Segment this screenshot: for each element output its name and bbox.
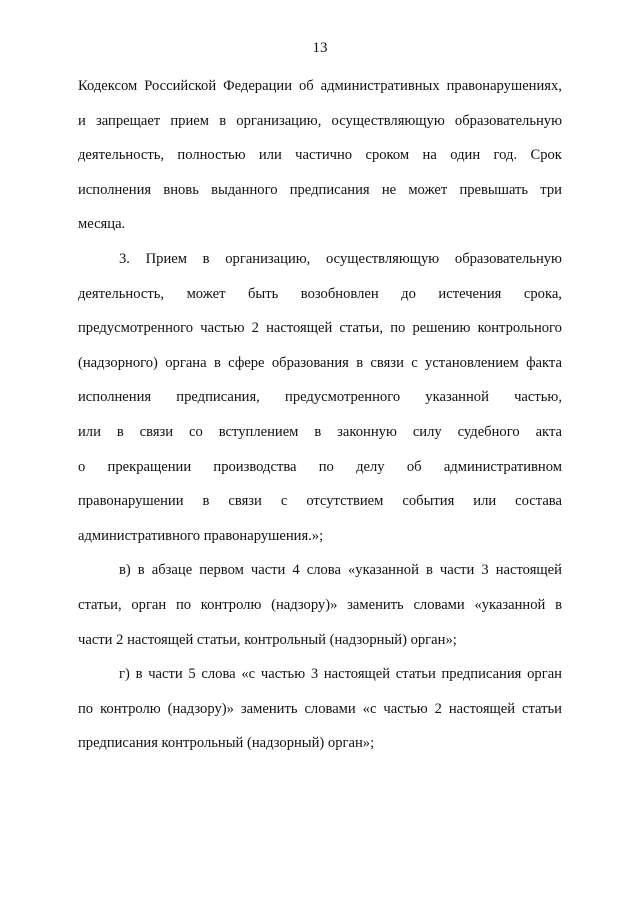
- word: предписания: [289, 181, 370, 198]
- word: организацию,: [236, 112, 322, 129]
- word: образовательную: [454, 112, 562, 129]
- word: может: [186, 285, 226, 302]
- word: орган: [527, 666, 562, 683]
- word: по: [318, 458, 334, 475]
- word: 3: [310, 666, 319, 683]
- word: в: [137, 562, 145, 579]
- text-line: [78, 112, 562, 147]
- word: исполнения: [78, 181, 152, 198]
- word: административном: [443, 458, 562, 475]
- word: деятельность,: [78, 285, 165, 302]
- word: контролю: [100, 700, 161, 717]
- word: срока,: [523, 285, 562, 302]
- word: акта: [535, 423, 562, 440]
- word: статьи,: [78, 596, 122, 613]
- word: в: [202, 493, 210, 510]
- word: части: [250, 562, 286, 579]
- word: может: [408, 181, 448, 198]
- word: указанной: [425, 389, 489, 406]
- word: заменить: [240, 700, 298, 717]
- word: отсутствием: [306, 493, 384, 510]
- word: предусмотренного: [78, 320, 194, 337]
- word: в: [202, 250, 210, 267]
- word: и: [78, 112, 86, 129]
- word: контролю: [200, 596, 262, 613]
- text-line: административного правонарушения.»;: [78, 527, 324, 544]
- word: предписания: [441, 666, 522, 683]
- word: г): [119, 666, 130, 683]
- word: образования: [271, 354, 349, 371]
- word: в): [119, 562, 131, 579]
- word: орган: [131, 596, 167, 613]
- word: осуществляющую: [326, 250, 440, 267]
- word: истечения: [438, 285, 502, 302]
- word: слова: [306, 562, 341, 579]
- word: деятельность,: [78, 147, 165, 164]
- text-line: [78, 146, 562, 181]
- word: словами: [304, 700, 356, 717]
- word: связи: [370, 354, 404, 371]
- word: настоящей: [266, 320, 333, 337]
- word: делу: [356, 458, 385, 475]
- document-body: [78, 77, 562, 769]
- word: осуществляющую: [331, 112, 445, 129]
- word: в: [219, 112, 227, 129]
- word: настоящей: [495, 562, 562, 579]
- word: об: [406, 458, 422, 475]
- word: или: [473, 493, 497, 510]
- text-line: [78, 250, 562, 285]
- word: прекращении: [107, 458, 192, 475]
- word: об: [298, 78, 314, 94]
- word: вступлением: [218, 423, 299, 440]
- word: три: [540, 181, 562, 198]
- word: установлением: [425, 354, 519, 371]
- word: первом: [199, 562, 244, 579]
- word: законную: [337, 423, 397, 440]
- word: предусмотренного: [285, 389, 401, 406]
- text-line: [78, 458, 562, 493]
- word: Срок: [530, 147, 562, 164]
- word: в: [555, 596, 562, 613]
- word: исполнения: [78, 389, 152, 406]
- word: вновь: [163, 181, 199, 198]
- word: сроком: [365, 147, 410, 164]
- text-line: части 2 настоящей статьи, контрольный (надзорный) орган»;: [78, 631, 457, 648]
- word: статьи: [395, 666, 436, 683]
- word: или: [258, 147, 282, 164]
- word: на: [422, 147, 437, 164]
- text-line: [78, 596, 562, 631]
- word: о: [78, 458, 86, 475]
- word: решению: [412, 320, 471, 337]
- word: правонарушениях,: [446, 78, 562, 94]
- word: по: [175, 596, 192, 613]
- text-line: [78, 665, 562, 700]
- word: частично: [295, 147, 353, 164]
- word: в: [314, 423, 322, 440]
- word: не: [381, 181, 397, 198]
- word: в: [425, 562, 433, 579]
- word: в: [356, 354, 364, 371]
- word: словами: [413, 596, 465, 613]
- word: 3.: [119, 250, 130, 267]
- word: события: [402, 493, 455, 510]
- word: «указанной: [347, 562, 419, 579]
- word: статьи,: [339, 320, 384, 337]
- word: в: [116, 423, 124, 440]
- text-line: [78, 181, 562, 216]
- word: 4: [292, 562, 300, 579]
- word: предписания,: [176, 389, 260, 406]
- word: быть: [248, 285, 279, 302]
- word: частью: [260, 666, 306, 683]
- word: (надзору)»: [167, 700, 234, 717]
- word: полностью: [177, 147, 246, 164]
- word: связи: [228, 493, 262, 510]
- text-line: [78, 285, 562, 320]
- word: состава: [515, 493, 562, 510]
- word: «с: [362, 700, 377, 717]
- word: «с: [241, 666, 256, 683]
- word: выданного: [211, 181, 278, 198]
- word: до: [401, 285, 416, 302]
- word: организацию,: [225, 250, 311, 267]
- word: превышать: [459, 181, 529, 198]
- word: запрещает: [95, 112, 161, 129]
- word: сфере: [228, 354, 265, 371]
- word: судебного: [457, 423, 520, 440]
- word: год.: [493, 147, 518, 164]
- page-number: 13: [312, 40, 328, 56]
- word: (надзору)»: [271, 596, 338, 613]
- text-line: [78, 423, 562, 458]
- text-line: [78, 388, 562, 423]
- word: настоящей: [448, 700, 516, 717]
- word: Прием: [145, 250, 187, 267]
- word: Федерации: [223, 78, 292, 94]
- text-line: месяца.: [78, 216, 126, 233]
- word: один: [450, 147, 481, 164]
- word: 2: [434, 700, 442, 717]
- word: настоящей: [323, 666, 391, 683]
- text-line: [78, 700, 562, 735]
- word: части: [148, 666, 183, 683]
- word: 2: [251, 320, 259, 337]
- word: 3: [481, 562, 489, 579]
- text-line: [78, 492, 562, 527]
- word: со: [189, 423, 203, 440]
- word: статьи: [522, 700, 562, 717]
- word: с: [411, 354, 418, 371]
- word: прием: [170, 112, 210, 129]
- word: 5: [188, 666, 196, 683]
- text-line: [78, 319, 562, 354]
- word: правонарушении: [78, 493, 184, 510]
- word: Российской: [144, 78, 217, 94]
- word: в: [213, 354, 221, 371]
- text-line: предписания контрольный (надзорный) орган»;: [78, 735, 375, 752]
- text-line: [78, 561, 562, 596]
- text-line: [78, 354, 562, 389]
- word: по: [390, 320, 406, 337]
- word: факта: [526, 354, 562, 371]
- word: образовательную: [454, 250, 562, 267]
- word: (надзорного): [78, 354, 158, 371]
- word: или: [78, 423, 101, 440]
- word: «указанной: [474, 596, 546, 613]
- word: слова: [201, 666, 236, 683]
- word: части: [439, 562, 475, 579]
- word: административных: [320, 78, 440, 94]
- word: возобновлен: [300, 285, 379, 302]
- word: производства: [213, 458, 297, 475]
- word: связи: [139, 423, 174, 440]
- word: частью: [383, 700, 428, 717]
- word: по: [78, 700, 94, 717]
- word: контрольного: [477, 320, 562, 337]
- word: частью: [200, 320, 245, 337]
- word: в: [135, 666, 143, 683]
- word: абзаце: [151, 562, 193, 579]
- word: с: [280, 493, 288, 510]
- word: силу: [412, 423, 442, 440]
- word: органа: [165, 354, 207, 371]
- word: заменить: [347, 596, 404, 613]
- word: Кодексом: [78, 78, 138, 94]
- word: частью,: [514, 389, 562, 406]
- text-line: [78, 77, 562, 112]
